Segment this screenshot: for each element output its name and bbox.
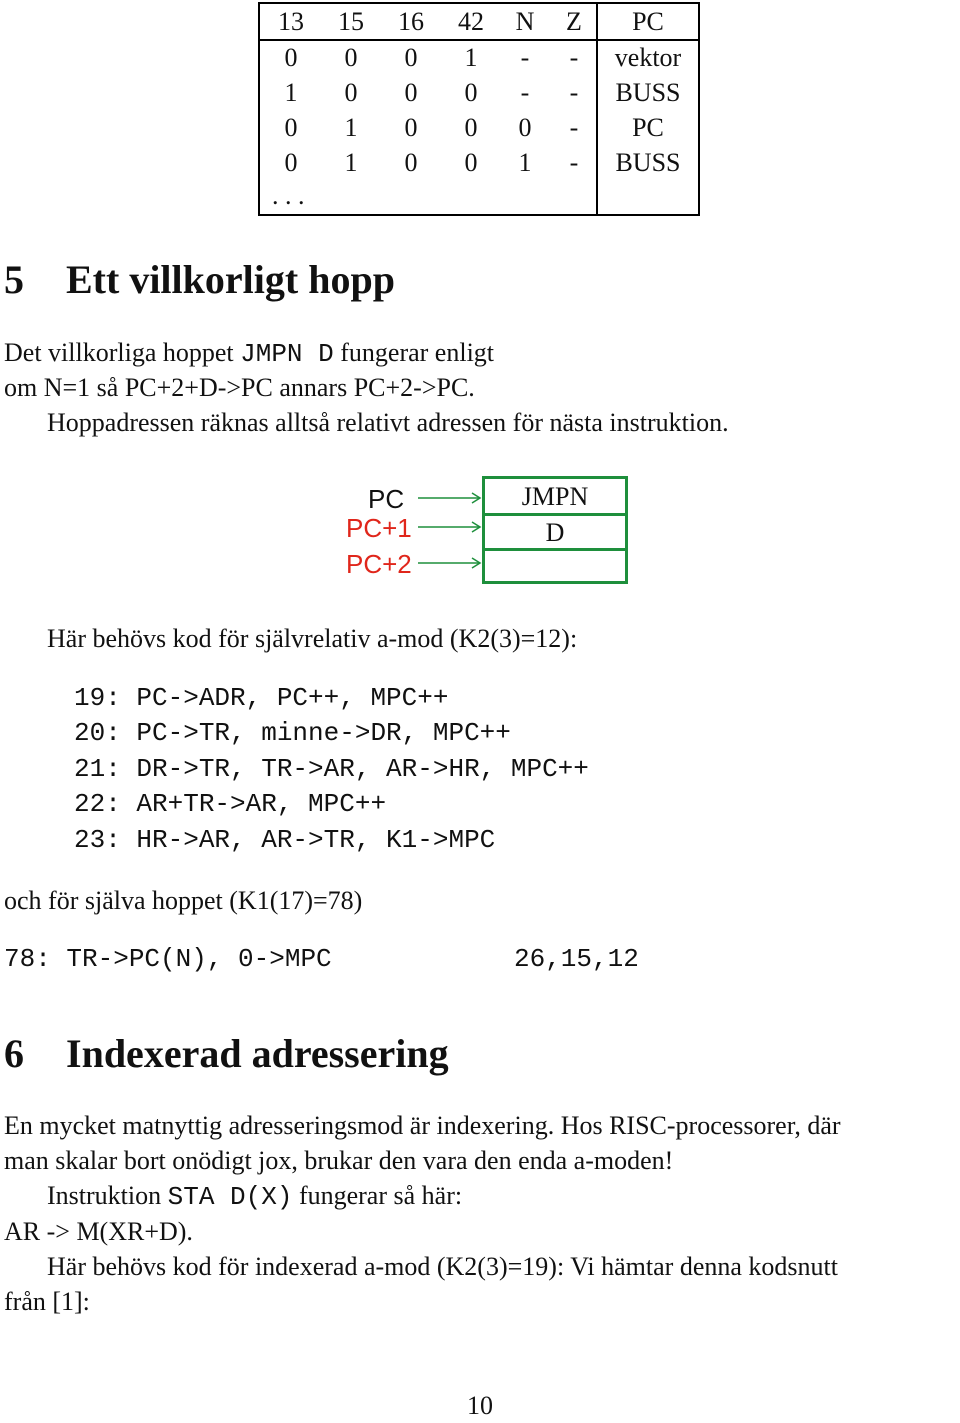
table-cell: 0 xyxy=(404,148,418,177)
paragraph xyxy=(47,1178,462,1215)
table-cell: 0 xyxy=(464,148,478,177)
code-line: 21: DR->TR, TR->AR, AR->HR, MPC++ xyxy=(74,754,589,784)
inline-code: STA D(X) xyxy=(167,1182,293,1212)
table-header-cell: 16 xyxy=(398,7,424,36)
section-title: Indexerad adressering xyxy=(66,1031,449,1076)
table-cell: 0 xyxy=(404,78,418,107)
table-cell: 0 xyxy=(284,43,298,72)
table-cell: 1 xyxy=(344,113,358,142)
table-cell: BUSS xyxy=(615,78,681,107)
paragraph: Hoppadressen räknas alltså relativt adressen för nästa instruktion. xyxy=(47,408,729,437)
table-cell: 0 xyxy=(404,43,418,72)
code-intro: Här behövs kod för självrelativ a-mod (K2(3)=12): xyxy=(47,624,578,653)
table-row xyxy=(260,40,698,75)
table-cell: 0 xyxy=(284,148,298,177)
text: Instruktion xyxy=(47,1181,162,1210)
table-header-row xyxy=(260,4,698,39)
table-cell: 1 xyxy=(518,148,532,177)
address-label: PC xyxy=(368,484,405,514)
section-number: 6 xyxy=(4,1031,24,1076)
code-values: 26,15,12 xyxy=(514,944,639,974)
table-cell: 1 xyxy=(344,148,358,177)
table-cell: 1 xyxy=(284,78,298,107)
paragraph: om N=1 så PC+2+D->PC annars PC+2->PC. xyxy=(4,373,475,402)
table-header-cell: 15 xyxy=(338,7,364,36)
memory-cell: JMPN xyxy=(521,482,589,511)
inline-code: JMPN D xyxy=(240,339,334,369)
paragraph: från [1]: xyxy=(4,1287,90,1316)
memory-divider xyxy=(485,513,625,516)
paragraph: En mycket matnyttig adresseringsmod är indexering. Hos RISC-processorer, där xyxy=(4,1111,841,1140)
code-line: 19: PC->ADR, PC++, MPC++ xyxy=(74,683,449,713)
table-cell: BUSS xyxy=(615,148,681,177)
paragraph: Här behövs kod för indexerad a-mod (K2(3)=19): Vi hämtar denna kodsnutt xyxy=(47,1252,838,1281)
code-line: 23: HR->AR, AR->TR, K1->MPC xyxy=(74,825,496,855)
paragraph: AR -> M(XR+D). xyxy=(4,1217,193,1246)
arrow-right-icon xyxy=(418,491,482,505)
memory-divider xyxy=(485,548,625,551)
table-cell: 0 xyxy=(518,113,532,142)
text: fungerar enligt xyxy=(340,338,495,367)
paragraph xyxy=(4,335,494,372)
address-label: PC+1 xyxy=(346,513,412,543)
code-line: 78: TR->PC(N), 0->MPC xyxy=(4,944,332,974)
table-cell: 0 xyxy=(284,113,298,142)
table-header-cell: N xyxy=(515,7,535,36)
arrow-right-icon xyxy=(418,556,482,570)
text: Det villkorliga hoppet xyxy=(4,338,234,367)
table-cell: 0 xyxy=(404,113,418,142)
table-cell: - xyxy=(520,78,530,107)
table-ellipsis: . . . xyxy=(272,181,305,210)
memory-diagram xyxy=(340,470,640,590)
table-cell: - xyxy=(520,43,530,72)
memory-cell: D xyxy=(545,518,565,547)
section-heading xyxy=(4,1030,449,1077)
table-header-cell: PC xyxy=(632,7,664,36)
table-row xyxy=(260,75,698,110)
table-cell: 0 xyxy=(464,78,478,107)
table-cell: - xyxy=(569,113,579,142)
address-label: PC+2 xyxy=(346,549,412,579)
table-cell: vektor xyxy=(614,43,682,72)
table-cell: - xyxy=(569,148,579,177)
memory-box xyxy=(482,476,628,584)
table-cell: 1 xyxy=(464,43,478,72)
code-line: 22: AR+TR->AR, MPC++ xyxy=(74,789,387,819)
truth-table xyxy=(258,2,700,216)
table-cell: 0 xyxy=(344,43,358,72)
table-cell: PC xyxy=(632,113,664,142)
table-row xyxy=(260,178,698,213)
page-number: 10 xyxy=(467,1391,493,1420)
table-cell: 0 xyxy=(464,113,478,142)
paragraph: man skalar bort onödigt jox, brukar den vara den enda a-moden! xyxy=(4,1146,674,1175)
section-title: Ett villkorligt hopp xyxy=(66,257,395,302)
table-row xyxy=(260,110,698,145)
code-line: 20: PC->TR, minne->DR, MPC++ xyxy=(74,718,511,748)
table-cell: - xyxy=(569,43,579,72)
table-row xyxy=(260,145,698,180)
table-header-cell: 13 xyxy=(278,7,304,36)
section-number: 5 xyxy=(4,257,24,302)
table-cell: 0 xyxy=(344,78,358,107)
jump-intro: och för själva hoppet (K1(17)=78) xyxy=(4,886,363,915)
table-header-cell: 42 xyxy=(458,7,484,36)
table-cell: - xyxy=(569,78,579,107)
section-heading xyxy=(4,256,395,303)
arrow-right-icon xyxy=(418,520,482,534)
text: fungerar så här: xyxy=(298,1181,463,1210)
table-header-cell: Z xyxy=(566,7,582,36)
